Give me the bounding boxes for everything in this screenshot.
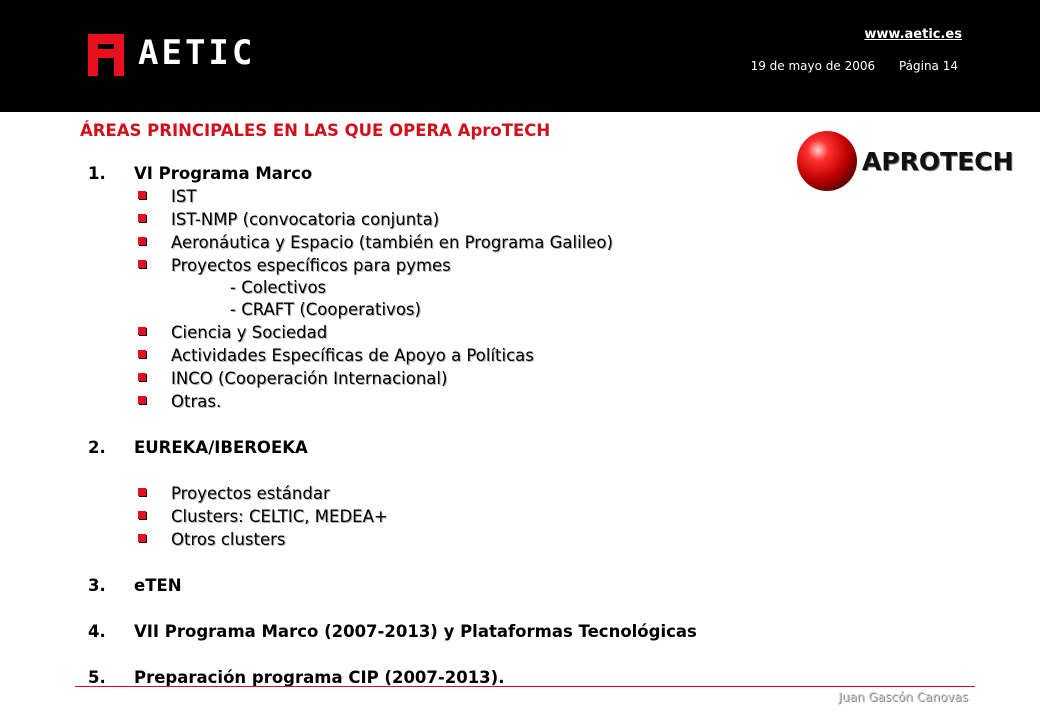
sub-item: IST-NMP (convocatoria conjunta) (88, 208, 888, 231)
bullet-icon (138, 350, 146, 358)
sub-sub-item: - CRAFT (Cooperativos) (230, 300, 421, 319)
item-label: VI Programa Marco (134, 164, 313, 183)
sub-item: IST (88, 185, 888, 208)
header-bar (0, 0, 1040, 112)
item-label: EUREKA/IBEROEKA (134, 438, 308, 457)
page-number: Página 14 (898, 59, 958, 73)
footer-author: Juan Gascón Canovas (838, 690, 968, 704)
sub-item: Aeronáutica y Espacio (también en Programa Galileo) (88, 231, 888, 254)
aprotech-logo-text: APROTECH (862, 146, 1014, 176)
bullet-icon (138, 534, 146, 542)
sub-item: Otros clusters (88, 528, 888, 551)
aetic-logo[interactable] (86, 30, 255, 76)
sub-item: Proyectos específicos para pymes (88, 254, 888, 277)
list-item (88, 574, 888, 597)
list-item (88, 620, 888, 643)
website-link[interactable]: www.aetic.es (864, 27, 962, 42)
sub-item: Actividades Específicas de Apoyo a Políticas (88, 344, 888, 367)
bullet-icon (138, 373, 146, 381)
bullet-icon (138, 511, 146, 519)
list-item (88, 436, 888, 459)
bullet-icon (138, 488, 146, 496)
bullet-icon (138, 327, 146, 335)
slide-date: 19 de mayo de 2006 (750, 59, 876, 73)
aetic-logo-text: AETIC (138, 33, 256, 73)
slide-meta (751, 59, 958, 73)
sub-item: Ciencia y Sociedad (88, 321, 888, 344)
content-list (88, 162, 888, 689)
bullet-icon (138, 214, 146, 222)
footer-divider (75, 686, 975, 687)
item-number: 1. (88, 164, 106, 183)
sub-item: INCO (Cooperación Internacional) (88, 367, 888, 390)
item-number: 2. (88, 438, 106, 457)
sub-sub-item: - Colectivos (230, 278, 327, 297)
item-label: VII Programa Marco (2007-2013) y Plataformas Tecnológicas (134, 622, 697, 641)
slide-title: ÁREAS PRINCIPALES EN LAS QUE OPERA AproTECH (80, 121, 551, 140)
list-item (88, 162, 888, 185)
sub-item: Proyectos estándar (88, 482, 888, 505)
bullet-icon (138, 396, 146, 404)
item-number: 5. (88, 668, 106, 687)
item-label: eTEN (134, 576, 182, 595)
sub-item: Otras. (88, 390, 888, 413)
aetic-logo-icon (86, 30, 126, 76)
sub-item: Clusters: CELTIC, MEDEA+ (88, 505, 888, 528)
bullet-icon (138, 260, 146, 268)
item-number: 3. (88, 576, 106, 595)
item-number: 4. (88, 622, 106, 641)
item-label: Preparación programa CIP (2007-2013). (134, 668, 505, 687)
bullet-icon (138, 191, 146, 199)
bullet-icon (138, 237, 146, 245)
